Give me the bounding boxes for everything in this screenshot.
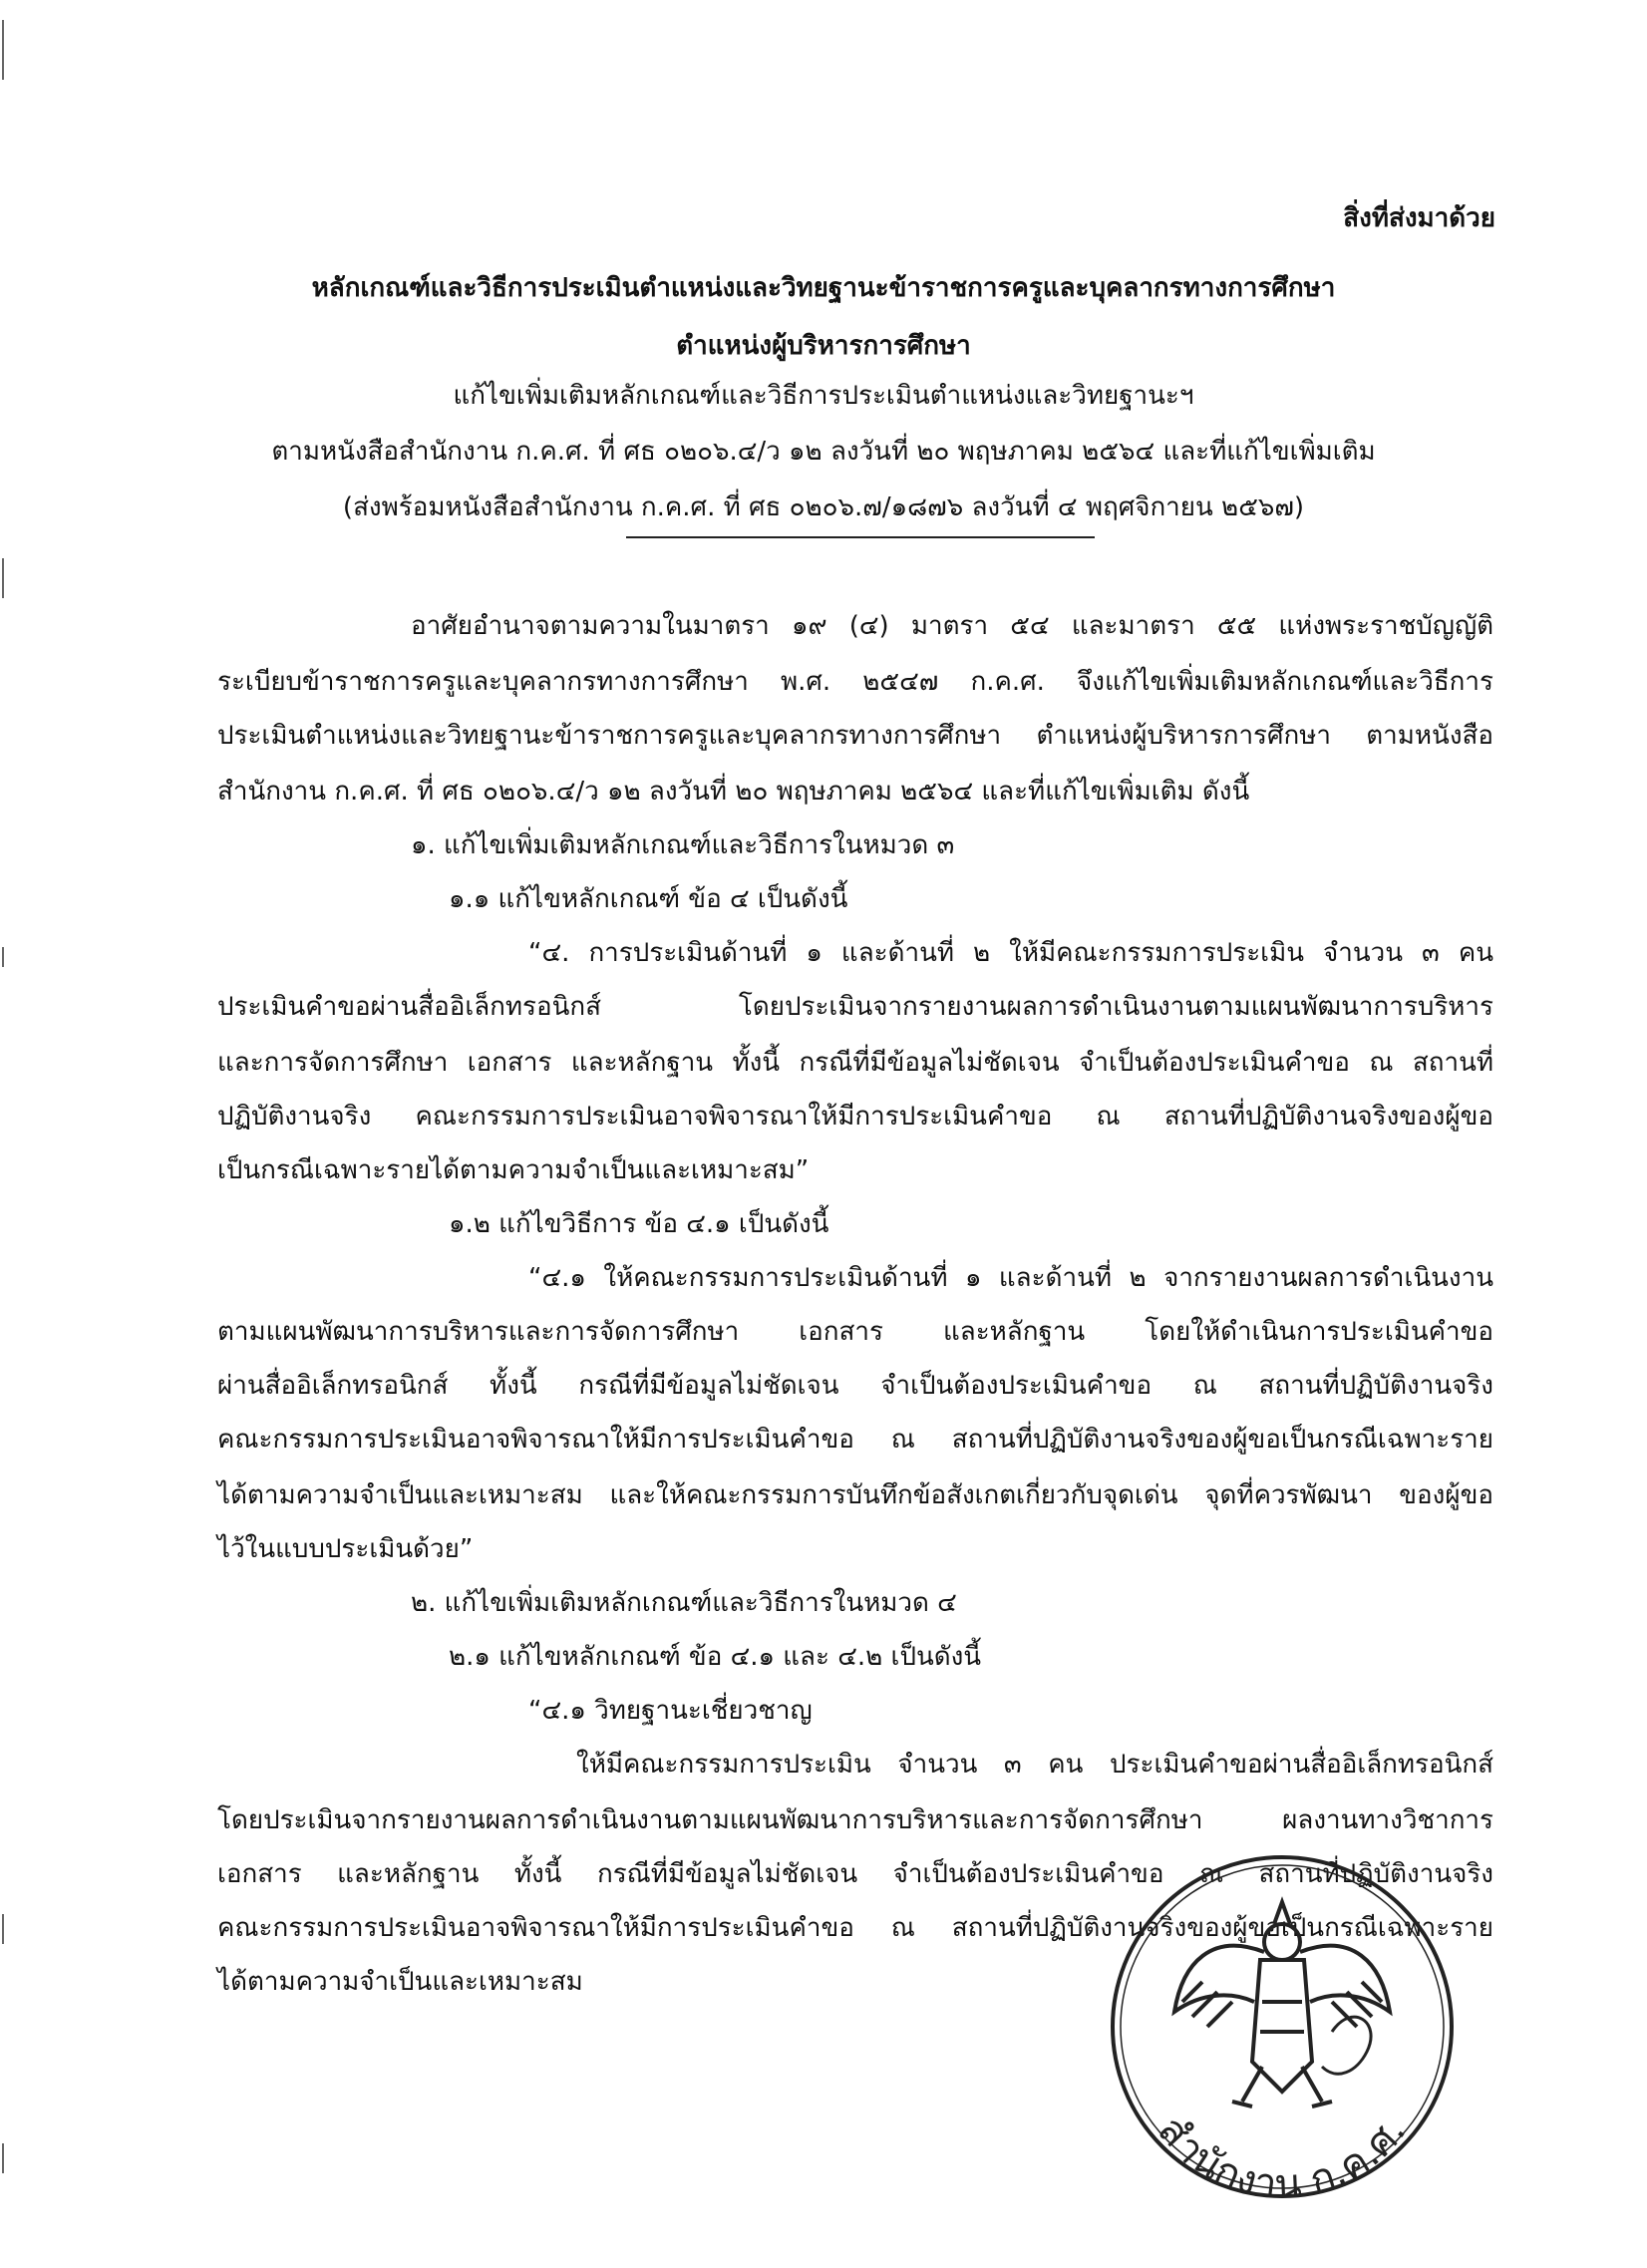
intro-line-2: ระเบียบข้าราชการครูและบุคลากรทางการศึกษา พ.ศ. ๒๕๔๗ ก.ค.ศ. จึงแก้ไขเพิ่มเติมหลักเกณฑ์และวิธีการ	[217, 667, 1493, 697]
intro-line-4: สำนักงาน ก.ค.ศ. ที่ ศธ ๐๒๐๖.๔/ว ๑๒ ลงวันที่ ๒๐ พฤษภาคม ๒๕๖๔ และที่แก้ไขเพิ่มเติม ดังนี้	[217, 777, 1250, 807]
section-2-1-line-4: คณะกรรมการประเมินอาจพิจารณาให้มีการประเมินคำขอ ณ สถานที่ปฏิบัติงานจริงของผู้ขอเป็นกรณีเฉพาะราย	[217, 1913, 1493, 1943]
scan-edge-mark	[2, 947, 4, 967]
section-1-1-line-1: “๔. การประเมินด้านที่ ๑ และด้านที่ ๒ ให้มีคณะกรรมการประเมิน จำนวน ๓ คน	[528, 938, 1493, 968]
section-1-1-heading: ๑.๑ แก้ไขหลักเกณฑ์ ข้อ ๔ เป็นดังนี้	[449, 884, 848, 914]
section-1-2-line-6: ไว้ในแบบประเมินด้วย”	[217, 1534, 474, 1564]
section-2-1-heading: ๒.๑ แก้ไขหลักเกณฑ์ ข้อ ๔.๑ และ ๔.๒ เป็นดังนี้	[449, 1642, 982, 1672]
section-1-1-line-4: ปฏิบัติงานจริง คณะกรรมการประเมินอาจพิจารณาให้มีการประเมินคำขอ ณ สถานที่ปฏิบัติงานจริงของผู้ขอ	[217, 1102, 1493, 1132]
doc-amendment-line: แก้ไขเพิ่มเติมหลักเกณฑ์และวิธีการประเมินตำแหน่งและวิทยฐานะฯ	[453, 381, 1194, 411]
intro-line-1: อาศัยอำนาจตามความในมาตรา ๑๙ (๔) มาตรา ๕๔ และมาตรา ๕๕ แห่งพระราชบัญญัติ	[411, 611, 1493, 641]
scan-edge-mark	[2, 1914, 4, 1944]
section-1-2-line-2: ตามแผนพัฒนาการบริหารและการจัดการศึกษา เอกสาร และหลักฐาน โดยให้ดำเนินการประเมินคำขอ	[217, 1317, 1493, 1347]
doc-reference-line: ตามหนังสือสำนักงาน ก.ค.ศ. ที่ ศธ ๐๒๐๖.๔/ว ๑๒ ลงวันที่ ๒๐ พฤษภาคม ๒๕๖๔ และที่แก้ไขเพิ่มเติม	[271, 437, 1376, 467]
section-1-heading: ๑. แก้ไขเพิ่มเติมหลักเกณฑ์และวิธีการในหมวด ๓	[411, 830, 955, 860]
seal-label: สำนักงาน ก.ค.ศ.	[1149, 2106, 1416, 2208]
scan-edge-mark	[2, 2143, 4, 2173]
section-2-1-subheading: “๔.๑ วิทยฐานะเชี่ยวชาญ	[528, 1696, 813, 1726]
section-1-2-line-1: “๔.๑ ให้คณะกรรมการประเมินด้านที่ ๑ และด้านที่ ๒ จากรายงานผลการดำเนินงาน	[528, 1263, 1493, 1293]
signature-mark	[1322, 2017, 1371, 2074]
attachment-label: สิ่งที่ส่งมาด้วย	[1343, 203, 1495, 233]
scan-edge-mark	[2, 20, 4, 80]
section-1-2-line-3: ผ่านสื่ออิเล็กทรอนิกส์ ทั้งนี้ กรณีที่มีข้อมูลไม่ชัดเจน จำเป็นต้องประเมินคำขอ ณ สถานที่ปฏิบัติงานจริง	[217, 1371, 1493, 1401]
section-2-heading: ๒. แก้ไขเพิ่มเติมหลักเกณฑ์และวิธีการในหมวด ๔	[411, 1588, 957, 1618]
doc-sent-with-line: (ส่งพร้อมหนังสือสำนักงาน ก.ค.ศ. ที่ ศธ ๐๒๐๖.๗/๑๘๗๖ ลงวันที่ ๔ พฤศจิกายน ๒๕๖๗)	[342, 492, 1305, 522]
doc-title: หลักเกณฑ์และวิธีการประเมินตำแหน่งและวิทยฐานะข้าราชการครูและบุคลากรทางการศึกษา	[311, 273, 1336, 303]
doc-subtitle: ตำแหน่งผู้บริหารการศึกษา	[676, 331, 971, 361]
scan-edge-mark	[2, 558, 4, 598]
section-1-2-line-4: คณะกรรมการประเมินอาจพิจารณาให้มีการประเมินคำขอ ณ สถานที่ปฏิบัติงานจริงของผู้ขอเป็นกรณีเฉพาะราย	[217, 1425, 1493, 1455]
section-1-1-line-2: ประเมินคำขอผ่านสื่ออิเล็กทรอนิกส์ โดยประเมินจากรายงานผลการดำเนินงานตามแผนพัฒนาการบริหาร	[217, 992, 1493, 1022]
intro-line-3: ประเมินตำแหน่งและวิทยฐานะข้าราชการครูและบุคลากรทางการศึกษา ตำแหน่งผู้บริหารการศึกษา ตามหนังสือ	[217, 721, 1493, 751]
section-2-1-line-5: ได้ตามความจำเป็นและเหมาะสม	[217, 1967, 583, 1997]
official-seal	[1083, 1852, 1482, 2211]
section-1-2-heading: ๑.๒ แก้ไขวิธีการ ข้อ ๔.๑ เป็นดังนี้	[449, 1209, 829, 1239]
section-2-1-line-1: ให้มีคณะกรรมการประเมิน จำนวน ๓ คน ประเมินคำขอผ่านสื่ออิเล็กทรอนิกส์	[576, 1750, 1493, 1780]
section-2-1-line-3: เอกสาร และหลักฐาน ทั้งนี้ กรณีที่มีข้อมูลไม่ชัดเจน จำเป็นต้องประเมินคำขอ ณ สถานที่ปฏิบัติงานจริง	[217, 1859, 1493, 1889]
section-1-1-line-5: เป็นกรณีเฉพาะรายได้ตามความจำเป็นและเหมาะสม”	[217, 1155, 810, 1185]
section-2-1-line-2: โดยประเมินจากรายงานผลการดำเนินงานตามแผนพัฒนาการบริหารและการจัดการศึกษา ผลงานทางวิชาการ	[217, 1805, 1493, 1835]
title-divider	[626, 536, 1095, 538]
section-1-2-line-5: ได้ตามความจำเป็นและเหมาะสม และให้คณะกรรมการบันทึกข้อสังเกตเกี่ยวกับจุดเด่น จุดที่ควรพัฒนา ของผู้ขอ	[217, 1480, 1493, 1510]
garuda-emblem-icon	[1174, 1902, 1390, 2106]
section-1-1-line-3: และการจัดการศึกษา เอกสาร และหลักฐาน ทั้งนี้ กรณีที่มีข้อมูลไม่ชัดเจน จำเป็นต้องประเมินคำขอ ณ สถานที่	[217, 1048, 1493, 1078]
